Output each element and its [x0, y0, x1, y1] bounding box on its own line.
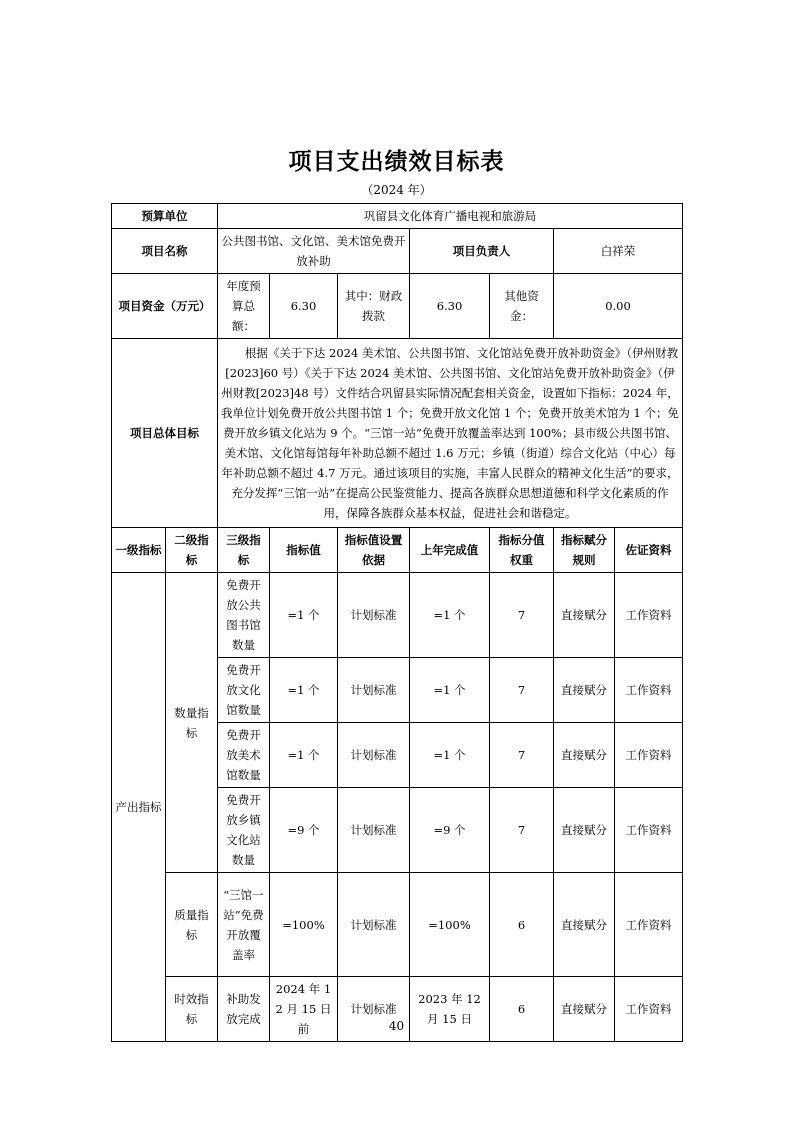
total-budget-value: 6.30 — [270, 274, 338, 339]
indicator-basis: 计划标准 — [338, 573, 410, 658]
header-rule: 指标赋分规则 — [554, 528, 615, 573]
header-last-year: 上年完成值 — [410, 528, 490, 573]
indicator-evidence: 工作资料 — [615, 573, 683, 658]
indicator-basis: 计划标准 — [338, 723, 410, 788]
indicator-evidence: 工作资料 — [615, 977, 683, 1042]
header-basis: 指标值设置依据 — [338, 528, 410, 573]
indicator-name: 免费开放公共图书馆数量 — [218, 573, 270, 658]
indicator-value: =9 个 — [270, 788, 338, 873]
header-weight: 指标分值权重 — [490, 528, 554, 573]
indicator-rule: 直接赋分 — [554, 977, 615, 1042]
indicator-header-row — [112, 528, 683, 573]
indicator-basis: 计划标准 — [338, 977, 410, 1042]
indicator-weight: 7 — [490, 573, 554, 658]
indicator-evidence: 工作资料 — [615, 658, 683, 723]
page-title: 项目支出绩效目标表 — [288, 149, 505, 175]
indicator-last-year: 2023 年 12 月 15 日 — [410, 977, 490, 1042]
indicator-last-year: =1 个 — [410, 573, 490, 658]
indicator-weight: 7 — [490, 723, 554, 788]
indicator-rule: 直接赋分 — [554, 573, 615, 658]
overall-goal-label: 项目总体目标 — [112, 339, 218, 528]
header-evidence: 佐证资料 — [615, 528, 683, 573]
indicator-value: =1 个 — [270, 723, 338, 788]
indicator-name: “三馆一站”免费开放覆盖率 — [218, 873, 270, 977]
level1-output-indicator: 产出指标 — [112, 573, 166, 1042]
fiscal-funds-label: 其中：财政拨款 — [338, 274, 410, 339]
indicator-rule: 直接赋分 — [554, 658, 615, 723]
indicator-evidence: 工作资料 — [615, 873, 683, 977]
project-name-value: 公共图书馆、文化馆、美术馆免费开放补助 — [218, 229, 410, 274]
table-year: （2024 年） — [361, 183, 432, 197]
level2-quantity-indicator: 数量指标 — [166, 573, 218, 873]
indicator-value: =100% — [270, 873, 338, 977]
indicator-last-year: =1 个 — [410, 723, 490, 788]
page-number: 40 — [388, 1019, 405, 1033]
indicator-name: 免费开放美术馆数量 — [218, 723, 270, 788]
header-level3: 三级指标 — [218, 528, 270, 573]
performance-goal-table — [111, 203, 683, 1042]
project-funds-row — [112, 274, 683, 339]
overall-goal-text: 根据《关于下达 2024 美术馆、公共图书馆、文化馆站免费开放补助资金》（伊州财教[2023]60 号）《关于下达 2024 美术馆、公共图书馆、文化馆站免费开放补助资金》（伊州财教[2023]48 号）文件结合巩留县实际情况配套相关资金，设置如下指标：2024 年，我单位计划免费开放公共图书馆 1 个；免费开放文化馆 1 个；免费开放美术馆为 1 个；免费开放乡镇文化站为 9 个。“三馆一站”免费开放覆盖率达到 100%；县市级公共图书馆、美术馆、文化馆每馆每年补助总额不超过 1.6 万元；乡镇（街道）综合文化站（中心）每年补助总额不超过 4.7 万元。通过该项目的实施，丰富人民群众的精神文化生活”的要求，充分发挥“三馆一站”在提高公民鉴赏能力、提高各族群众思想道德和科学文化素质的作用，保障各族群众基本权益，促进社会和谐稳定。 — [218, 339, 683, 528]
indicator-value: =1 个 — [270, 573, 338, 658]
total-budget-label: 年度预算总额： — [218, 274, 270, 339]
level2-timeliness-indicator: 时效指标 — [166, 977, 218, 1042]
indicator-evidence: 工作资料 — [615, 788, 683, 873]
indicator-rule: 直接赋分 — [554, 873, 615, 977]
indicator-basis: 计划标准 — [338, 873, 410, 977]
header-level2: 二级指标 — [166, 528, 218, 573]
project-name-label: 项目名称 — [112, 229, 218, 274]
level2-quality-indicator: 质量指标 — [166, 873, 218, 977]
indicator-name: 免费开放乡镇文化站数量 — [218, 788, 270, 873]
header-value: 指标值 — [270, 528, 338, 573]
indicator-value: =1 个 — [270, 658, 338, 723]
budget-unit-value: 巩留县文化体育广播电视和旅游局 — [218, 204, 683, 229]
header-level1: 一级指标 — [112, 528, 166, 573]
budget-unit-row — [112, 204, 683, 229]
project-leader-label: 项目负责人 — [410, 229, 554, 274]
project-leader-value: 白祥荣 — [554, 229, 683, 274]
other-funds-label: 其他资金： — [490, 274, 554, 339]
budget-unit-label: 预算单位 — [112, 204, 218, 229]
indicator-weight: 6 — [490, 977, 554, 1042]
indicator-last-year: =1 个 — [410, 658, 490, 723]
indicator-evidence: 工作资料 — [615, 723, 683, 788]
indicator-rule: 直接赋分 — [554, 723, 615, 788]
indicator-weight: 7 — [490, 788, 554, 873]
table-row — [112, 573, 683, 658]
indicator-name: 免费开放文化馆数量 — [218, 658, 270, 723]
project-name-row — [112, 229, 683, 274]
indicator-value: 2024 年 12 月 15 日前 — [270, 977, 338, 1042]
indicator-weight: 7 — [490, 658, 554, 723]
indicator-last-year: =100% — [410, 873, 490, 977]
indicator-basis: 计划标准 — [338, 658, 410, 723]
indicator-rule: 直接赋分 — [554, 788, 615, 873]
other-funds-value: 0.00 — [554, 274, 683, 339]
table-row — [112, 873, 683, 977]
indicator-name: 补助发放完成 — [218, 977, 270, 1042]
overall-goal-row — [112, 339, 683, 528]
indicator-basis: 计划标准 — [338, 788, 410, 873]
fiscal-funds-value: 6.30 — [410, 274, 490, 339]
indicator-weight: 6 — [490, 873, 554, 977]
indicator-last-year: =9 个 — [410, 788, 490, 873]
project-funds-label: 项目资金（万元） — [112, 274, 218, 339]
